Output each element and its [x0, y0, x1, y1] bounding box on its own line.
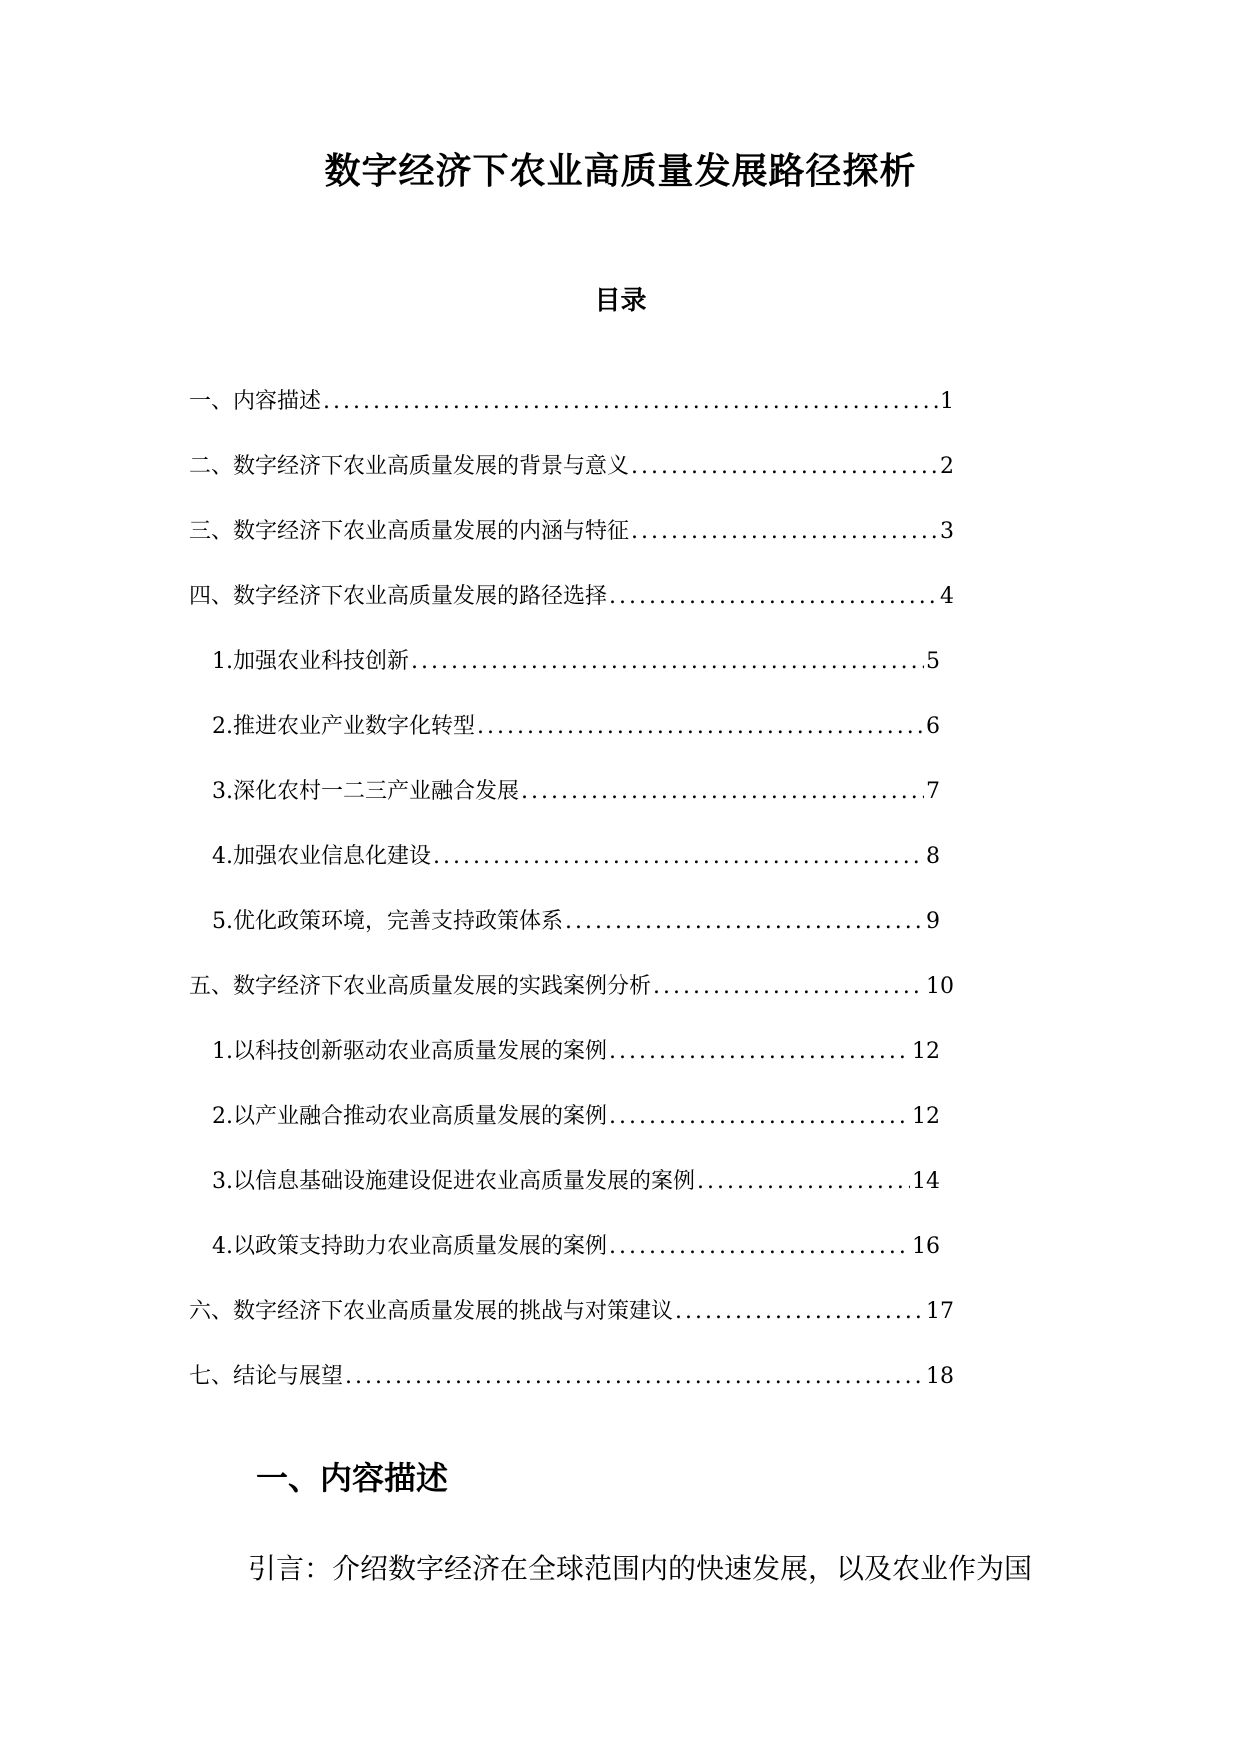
toc-entry[interactable] — [189, 384, 954, 449]
toc-entry-number: 2. — [212, 1104, 233, 1129]
toc-entry-page: 17 — [926, 1299, 954, 1324]
toc-dot-leader — [609, 1229, 910, 1265]
toc-dot-leader — [609, 1034, 910, 1070]
toc-entry-number: 1. — [212, 649, 233, 674]
toc-dot-leader — [411, 644, 924, 680]
toc-dot-leader — [631, 449, 938, 485]
toc-dot-leader — [631, 514, 938, 550]
toc-entry-text: 优化政策环境，完善支持政策体系 — [233, 909, 564, 934]
toc-entry-text: 二、数字经济下农业高质量发展的背景与意义 — [189, 454, 630, 479]
toc-entry-text: 四、数字经济下农业高质量发展的路径选择 — [189, 584, 608, 609]
toc-entry-text: 加强农业信息化建设 — [233, 844, 432, 869]
toc-dot-leader — [653, 969, 924, 1005]
toc-dot-leader — [565, 904, 924, 940]
toc-dot-leader — [433, 839, 924, 875]
body-paragraph: 引言：介绍数字经济在全球范围内的快速发展，以及农业作为国 — [248, 1552, 1033, 1585]
toc-entry-page: 5 — [926, 649, 940, 674]
toc-subentry[interactable] — [189, 1034, 954, 1099]
toc-entry[interactable] — [189, 969, 954, 1034]
toc-subentry[interactable] — [189, 644, 954, 709]
toc-entry-text: 推进农业产业数字化转型 — [233, 714, 476, 739]
toc-entry-page: 12 — [912, 1039, 940, 1064]
toc-entry-page: 1 — [940, 389, 954, 414]
toc-entry-text: 以产业融合推动农业高质量发展的案例 — [233, 1104, 608, 1129]
toc-dot-leader — [477, 709, 924, 745]
toc-entry-page: 2 — [940, 454, 954, 479]
toc-entry-text: 加强农业科技创新 — [233, 649, 410, 674]
toc-subentry[interactable] — [189, 1099, 954, 1164]
toc-subentry[interactable] — [189, 774, 954, 839]
toc-subentry[interactable] — [189, 1164, 954, 1229]
toc-entry-page: 14 — [912, 1169, 940, 1194]
toc-entry-page: 7 — [926, 779, 940, 804]
toc-subentry[interactable] — [189, 1229, 954, 1294]
toc-entry-page: 8 — [926, 844, 940, 869]
table-of-contents — [189, 384, 954, 1424]
toc-entry-number: 5. — [212, 909, 233, 934]
toc-heading: 目录 — [594, 286, 647, 316]
toc-entry-text: 七、结论与展望 — [189, 1364, 344, 1389]
toc-entry-page: 9 — [926, 909, 940, 934]
toc-entry[interactable] — [189, 579, 954, 644]
toc-entry-number: 4. — [212, 1234, 233, 1259]
toc-entry[interactable] — [189, 1294, 954, 1359]
toc-subentry[interactable] — [189, 904, 954, 969]
toc-subentry[interactable] — [189, 839, 954, 904]
toc-entry-text: 以信息基础设施建设促进农业高质量发展的案例 — [233, 1169, 696, 1194]
toc-entry-page: 18 — [926, 1364, 954, 1389]
toc-entry-number: 3. — [212, 779, 233, 804]
toc-entry[interactable] — [189, 449, 954, 514]
toc-dot-leader — [323, 384, 938, 420]
toc-entry-text: 以科技创新驱动农业高质量发展的案例 — [233, 1039, 608, 1064]
toc-entry-number: 4. — [212, 844, 233, 869]
toc-dot-leader — [609, 1099, 910, 1135]
toc-dot-leader — [345, 1359, 924, 1395]
toc-entry-text: 以政策支持助力农业高质量发展的案例 — [233, 1234, 608, 1259]
document-title: 数字经济下农业高质量发展路径探析 — [324, 151, 917, 192]
toc-subentry[interactable] — [189, 709, 954, 774]
toc-entry-page: 3 — [940, 519, 954, 544]
toc-entry-page: 12 — [912, 1104, 940, 1129]
toc-entry-page: 10 — [926, 974, 954, 999]
toc-entry-page: 6 — [926, 714, 940, 739]
toc-entry-text: 一、内容描述 — [189, 389, 322, 414]
section-heading: 一、内容描述 — [256, 1459, 449, 1497]
toc-entry-page: 4 — [940, 584, 954, 609]
toc-entry[interactable] — [189, 514, 954, 579]
toc-entry-number: 1. — [212, 1039, 233, 1064]
toc-entry-text: 三、数字经济下农业高质量发展的内涵与特征 — [189, 519, 630, 544]
toc-entry-number: 2. — [212, 714, 233, 739]
toc-entry[interactable] — [189, 1359, 954, 1424]
toc-entry-number: 3. — [212, 1169, 233, 1194]
toc-dot-leader — [609, 579, 938, 615]
toc-dot-leader — [697, 1164, 910, 1200]
toc-entry-page: 16 — [912, 1234, 940, 1259]
toc-entry-text: 五、数字经济下农业高质量发展的实践案例分析 — [189, 974, 652, 999]
toc-dot-leader — [521, 774, 924, 810]
toc-dot-leader — [675, 1294, 924, 1330]
toc-entry-text: 深化农村一二三产业融合发展 — [233, 779, 520, 804]
toc-entry-text: 六、数字经济下农业高质量发展的挑战与对策建议 — [189, 1299, 674, 1324]
